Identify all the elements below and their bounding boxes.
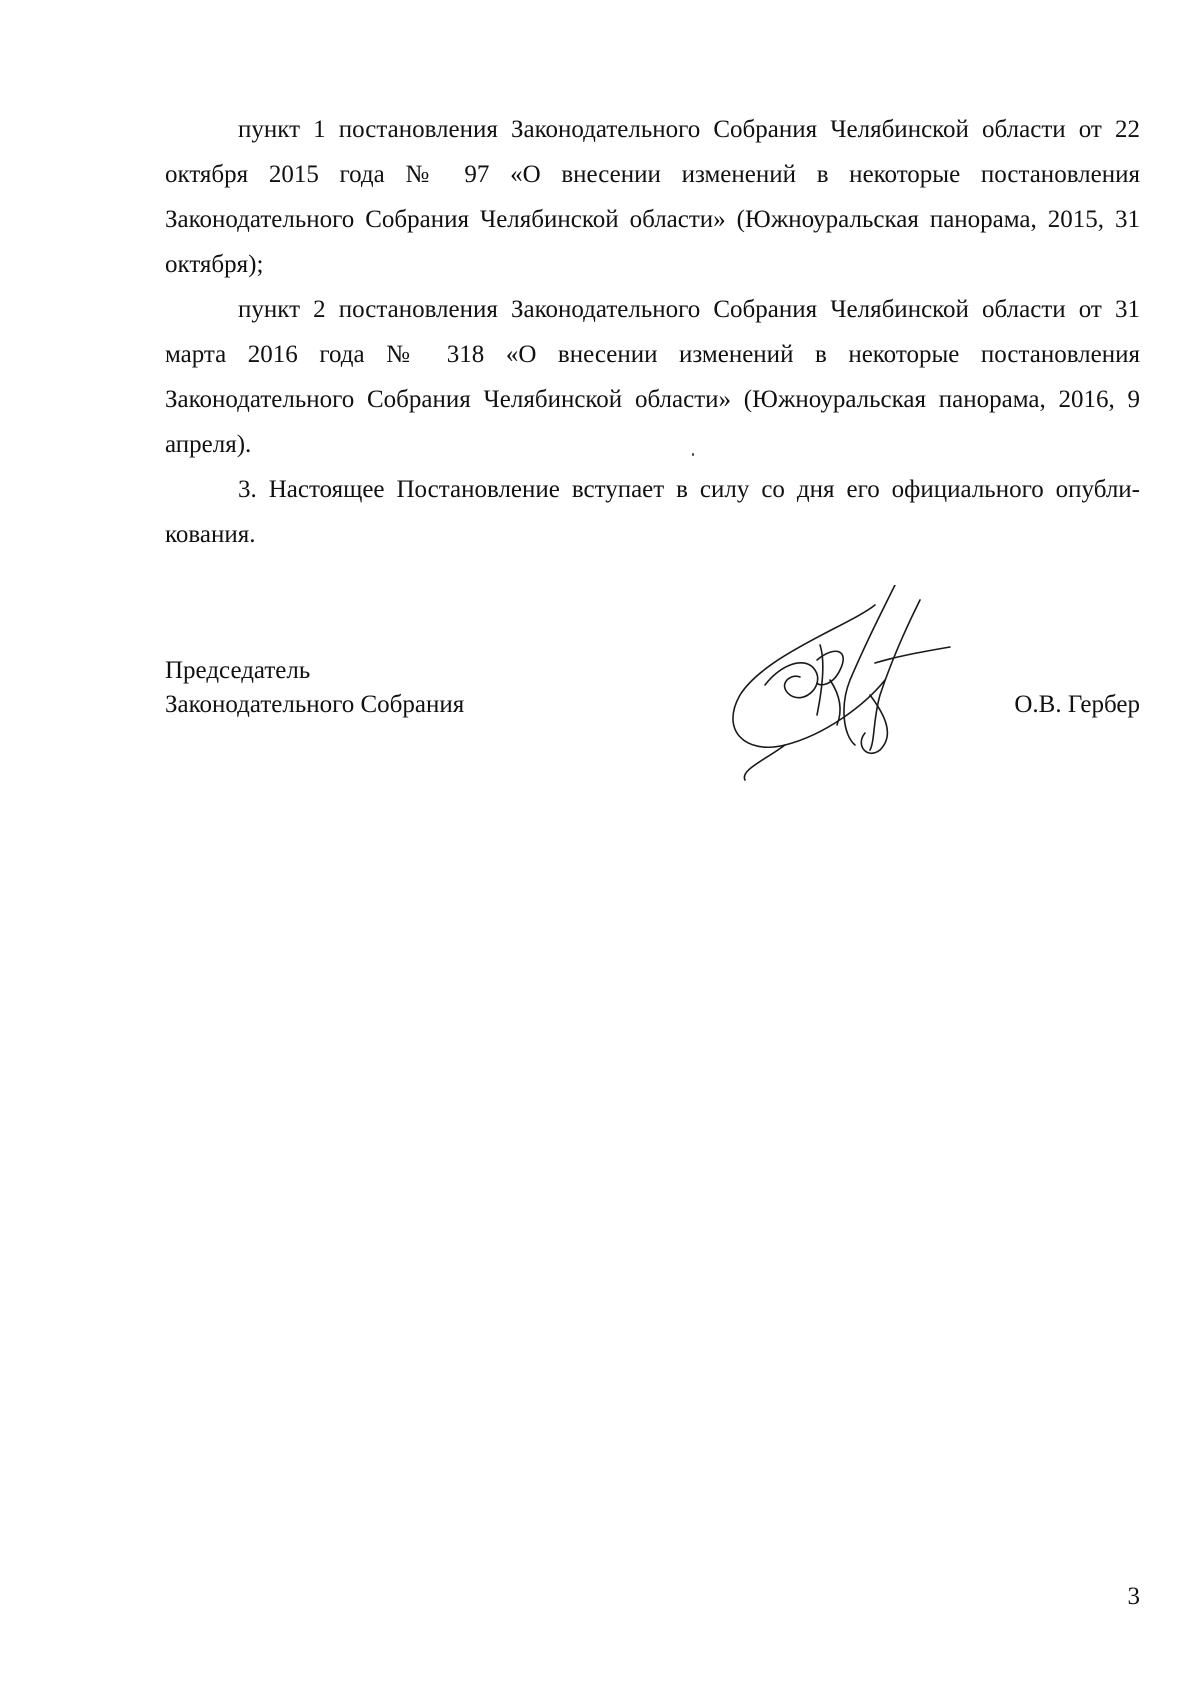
paragraph-clause-3: 3. Настоящее Постановление вступает в силу со дня его официального опубли-кования. <box>165 476 1140 548</box>
paragraph-item-1: пункт 1 постановления Законодательного Собрания Челябинской области от 22 октября 2015 года № 97 «О внесении изменений в некоторые постановления Законодательного Собрания Челябинской области» (Южноуральская панорама, 2015, 31 октября); <box>165 116 1140 278</box>
handwritten-signature <box>725 585 955 785</box>
document-body <box>165 107 1140 557</box>
paragraph-item-2: пункт 2 постановления Законодательного Собрания Челябинской области от 31 марта 2016 года № 318 «О внесении изменений в некоторые постановления Законодательного Собрания Челябинской области» (Южноуральская панорама, 2016, 9 апреля). <box>165 296 1140 458</box>
signer-position <box>165 654 464 722</box>
signer-name: О.В. Гербер <box>1014 691 1140 718</box>
scan-speck <box>692 453 694 456</box>
signer-position-line-1: Председатель <box>165 657 311 684</box>
signer-position-line-2: Законодательного Собрания <box>165 691 465 718</box>
page-number: 3 <box>1127 1583 1140 1610</box>
